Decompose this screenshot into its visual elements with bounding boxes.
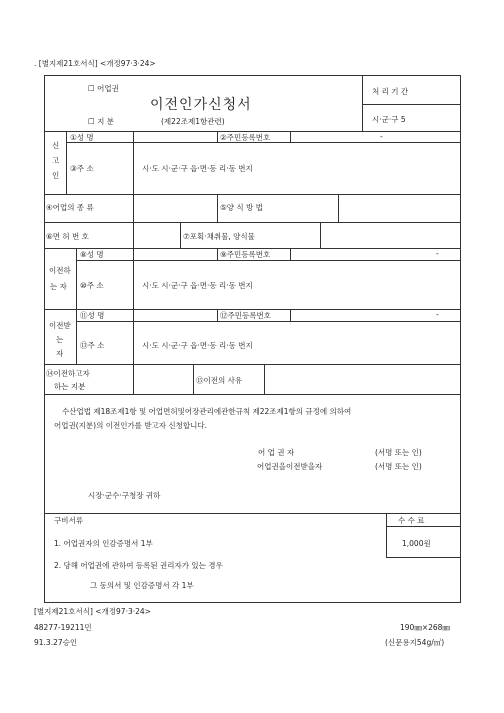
signature-transferee-value[interactable]: (서명 또는 인) (375, 462, 422, 471)
applicant-address-value[interactable]: 시·도 시·군·구 읍·면·동 리·동 번지 (142, 164, 253, 173)
transferee-rrn-label: ⑫주민등록번호 (220, 311, 271, 320)
transferee-address-label: ⑬주 소 (80, 341, 105, 350)
processing-period-label: 처 리 기 간 (372, 87, 409, 96)
transferor-group-1: 이전하 (49, 266, 71, 275)
form-reference: . [별지제21호서식] <개정97·3·24> (34, 59, 156, 68)
signature-transferee-label: 어업권을이전받을자 (257, 462, 323, 471)
applicant-group-2: 고 (52, 156, 60, 165)
required-docs-title: 구비서류 (54, 516, 83, 525)
transferor-name-label: ⑧성 명 (80, 250, 104, 259)
fishery-type-label: ④어업의 종 류 (46, 203, 94, 212)
applicant-address-label: ③주 소 (70, 164, 94, 173)
transferee-address-value[interactable]: 시·도 시·군·구 읍·면·동 리·동 번지 (142, 341, 253, 350)
required-doc-2: 2. 당해 어업권에 관하여 등록된 권리자가 있는 경우 (54, 561, 223, 570)
required-doc-2-continued: 그 동의서 및 인감증명서 각 1부 (90, 581, 194, 590)
footer-paper-size: 190㎜×268㎜ (400, 623, 450, 632)
transfer-share-label-1: ⑭이전하고자 (46, 369, 90, 378)
transferee-name-label: ⑪성 명 (80, 311, 105, 320)
applicant-group-1: 신 (52, 141, 60, 150)
transferor-address-value[interactable]: 시·도 시·군·구 읍·면·동 리·동 번지 (142, 281, 253, 290)
share-checkbox[interactable]: ☐ 지 분 (88, 117, 114, 126)
form-subtitle: (제22조제1항관련) (161, 117, 225, 126)
processing-period-value: 시·군·구 5 (372, 115, 406, 124)
footer-form-reference: [별지제21호서식] <개정97·3·24> (34, 607, 151, 616)
transferee-rrn-dash: - (436, 310, 439, 319)
fee-value: 1,000원 (402, 539, 431, 548)
form-title: 이전인가신청서 (150, 97, 252, 113)
license-number-label: ⑥면 허 번 호 (46, 232, 89, 241)
transfer-reason-label: ⑮이전의 사유 (196, 376, 243, 385)
culture-method-label: ⑤양 식 방 법 (220, 203, 263, 212)
transferor-group-2: 는 자 (50, 282, 67, 291)
signature-holder-label: 어 업 권 자 (258, 448, 295, 457)
applicant-rrn-dash: - (380, 132, 383, 141)
transferee-group-3: 자 (56, 349, 64, 358)
transferor-rrn-dash: - (436, 249, 439, 258)
fee-label: 수 수 료 (398, 516, 425, 525)
addressee: 시장·군수·구청장 귀하 (88, 491, 161, 500)
statement-line-1: 수산업법 제18조제1항 및 어업면허및어장관리에관한규칙 제22조제1항의 규정에 의하여 (62, 407, 352, 416)
footer-approved-date: 91.3.27승인 (34, 638, 78, 647)
signature-holder-value[interactable]: (서명 또는 인) (375, 448, 422, 457)
transferor-address-label: ⑩주 소 (80, 281, 104, 290)
footer-form-code: 48277-19211민 (34, 623, 92, 632)
statement-line-2: 어업권(지분)의 이전인가를 받고자 신청합니다. (54, 421, 208, 430)
transferee-group-2: 는 (56, 335, 64, 344)
footer-paper-type: (신문용지54g/㎡) (385, 638, 445, 647)
required-doc-1: 1. 어업권자의 인감증명서 1부 (54, 539, 153, 548)
fishery-right-checkbox[interactable]: ☐ 어업권 (88, 84, 119, 93)
catch-species-label: ⑦포획·채취물, 양식물 (183, 232, 255, 241)
applicant-name-label: ①성 명 (70, 133, 94, 142)
applicant-group-3: 인 (52, 171, 60, 180)
transferee-group-1: 이전받 (49, 321, 71, 330)
transferor-rrn-label: ⑨주민등록번호 (220, 250, 271, 259)
applicant-rrn-label: ②주민등록번호 (220, 133, 271, 142)
transfer-share-label-2: 하는 지분 (54, 382, 86, 391)
